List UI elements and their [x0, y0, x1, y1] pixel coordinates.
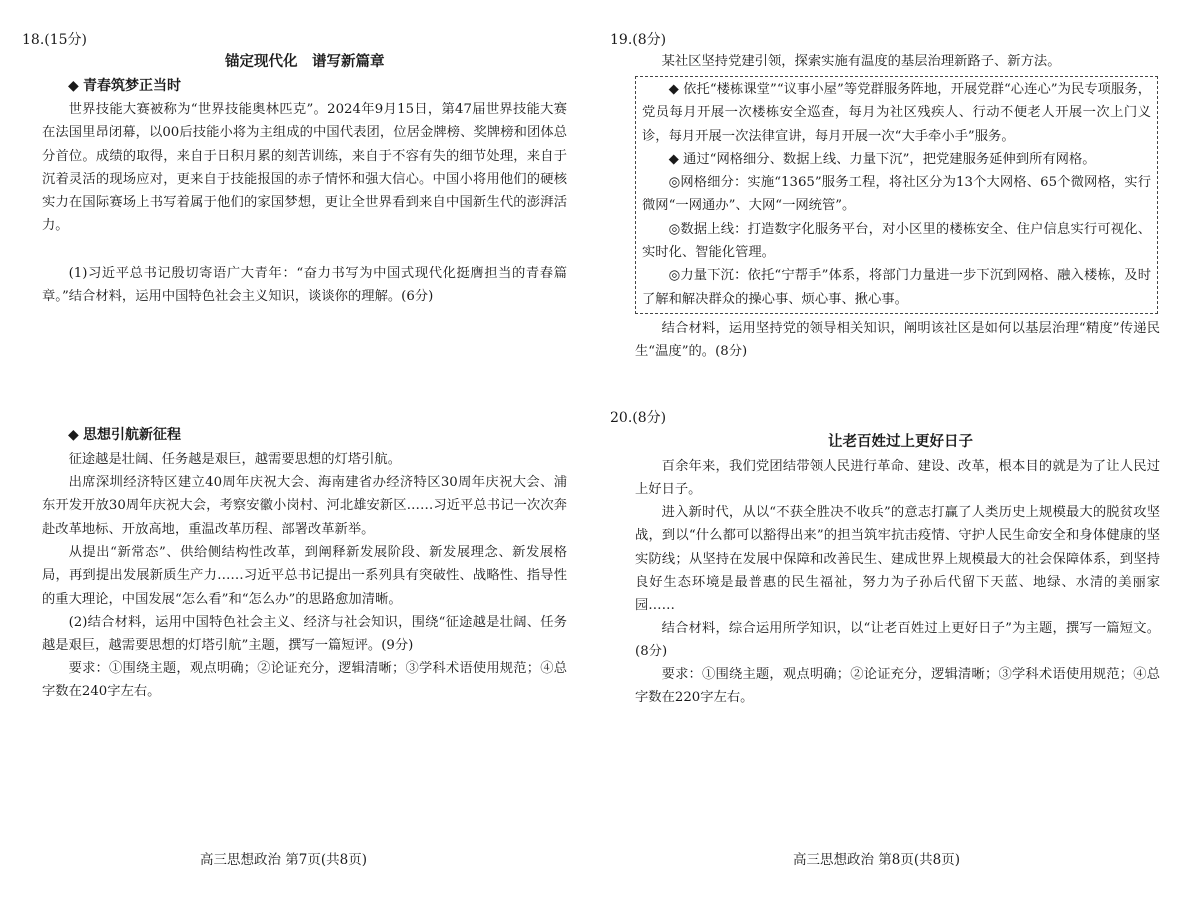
page-8	[595, 0, 1190, 900]
question-18-2: (2)结合材料，运用中国特色社会主义、经济与社会知识，围绕“征途越是壮阔、任务越是艰巨，越需要思想的灯塔引航”主题，撰写一篇短评。(9分)	[42, 615, 567, 654]
material-box	[635, 76, 1158, 314]
box-paragraph-4: ◎数据上线：打造数字化服务平台，对小区里的楼栋安全、住户信息实行可视化、实时化、智能化管理。	[642, 221, 1151, 261]
question-19: 结合材料，运用坚持党的领导相关知识，阐明该社区是如何以基层治理“精度”传递民生“温度”的。(8分)	[635, 321, 1160, 360]
question-19-number: 19.(8分)	[610, 32, 667, 48]
section-heading-text: 思想引航新征程	[83, 427, 181, 443]
question-20-title: 让老百姓过上更好日子	[828, 433, 973, 450]
section-heading-text: 青春筑梦正当时	[83, 78, 181, 94]
material-paragraph-worldskills: 世界技能大赛被称为“世界技能奥林匹克”。2024年9月15日，第47届世界技能大赛在法国里昂闭幕，以00后技能小将为主组成的中国代表团，位居金牌榜、奖牌榜和团体总分首位。成绩的取得，来自于日积月累的刻苦训练，来自于不容有失的细节处理，来自于沉着灵活的现场应对，更来自于技能报国的赤子情怀和强大信心。中国小将用他们的硬核实力在国际赛场上书写着属于他们的家国梦想，更让全世界看到来自中国新生代的澎湃活力。	[42, 102, 567, 234]
material-paragraph-2: 出席深圳经济特区建立40周年庆祝大会、海南建省办经济特区30周年庆祝大会、浦东开发开放30周年庆祝大会，考察安徽小岗村、河北雄安新区……习近平总书记一次次奔赴改革地标、开放高地，重温改革历程、部署改革新举。	[42, 475, 567, 537]
question-19-intro: 某社区坚持党建引领，探索实施有温度的基层治理新路子、新方法。	[661, 54, 1061, 69]
page-footer-8: 高三思想政治 第8页(共8页)	[793, 852, 961, 868]
material-paragraph-3: 从提出“新常态”、供给侧结构性改革，到阐释新发展阶段、新发展理念、新发展格局，再到提出发展新质生产力……习近平总书记提出一系列具有突破性、战略性、指导性的重大理论，中国发展“怎么看”和“怎么办”的思路愈加清晰。	[42, 545, 567, 607]
material-paragraph-1: 百余年来，我们党团结带领人民进行革命、建设、改革，根本目的就是为了让人民过上好日子。	[635, 459, 1160, 498]
diamond-bullet-icon: ◆	[68, 78, 79, 94]
question-18-title: 锚定现代化 谱写新篇章	[225, 53, 385, 70]
material-paragraph-1: 征途越是壮阔、任务越是艰巨，越需要思想的灯塔引航。	[68, 452, 402, 467]
question-20: 结合材料，综合运用所学知识，以“让老百姓过上更好日子”为主题，撰写一篇短文。(8分)	[635, 621, 1160, 660]
box-paragraph-5: ◎力量下沉：依托“宁帮手”体系，将部门力量进一步下沉到网格、融入楼栋，及时了解和解决群众的操心事、烦心事、揪心事。	[642, 268, 1151, 307]
material-paragraph-2: 进入新时代，从以“不获全胜决不收兵”的意志打赢了人类历史上规模最大的脱贫攻坚战，到以“什么都可以豁得出来”的担当筑牢抗击疫情、守护人民生命安全和身体健康的坚实防线；从坚持在发展中保障和改善民生、建成世界上规模最大的社会保障体系，到坚持良好生态环境是最普惠的民生福祉，努力为子孙后代留下天蓝、地绿、水清的美丽家园……	[635, 505, 1160, 614]
page-footer-7: 高三思想政治 第7页(共8页)	[200, 852, 368, 868]
box-paragraph-1: ◆ 依托“楼栋课堂”“议事小屋”等党群服务阵地，开展党群“心连心”为民专项服务，党员每月开展一次楼栋安全巡查，每月为社区残疾人、行动不便老人开展一次上门义诊，每月开展一次法律宣讲，每月开展一次“大手牵小手”服务。	[642, 82, 1151, 144]
section-heading-thought	[68, 425, 181, 445]
box-paragraph-3: ◎网格细分：实施“1365”服务工程，将社区分为13个大网格、65个微网格，实行微网“一网通办”、大网“一网统管”。	[642, 175, 1151, 214]
question-18-1: (1)习近平总书记殷切寄语广大青年：“奋力书写为中国式现代化挺膺担当的青春篇章。”结合材料，运用中国特色社会主义知识，谈谈你的理解。(6分)	[42, 266, 567, 305]
question-20-number: 20.(8分)	[610, 410, 667, 426]
diamond-bullet-icon: ◆	[68, 427, 79, 443]
question-18-number: 18.(15分)	[22, 32, 88, 48]
section-heading-youth	[68, 76, 181, 96]
requirement-18-2: 要求：①围绕主题，观点明确；②论证充分，逻辑清晰；③学科术语使用规范；④总字数在240字左右。	[42, 661, 567, 700]
requirement-20: 要求：①围绕主题，观点明确；②论证充分，逻辑清晰；③学科术语使用规范；④总字数在220字左右。	[635, 667, 1160, 706]
box-paragraph-2: ◆ 通过“网格细分、数据上线、力量下沉”，把党建服务延伸到所有网格。	[668, 151, 1096, 167]
